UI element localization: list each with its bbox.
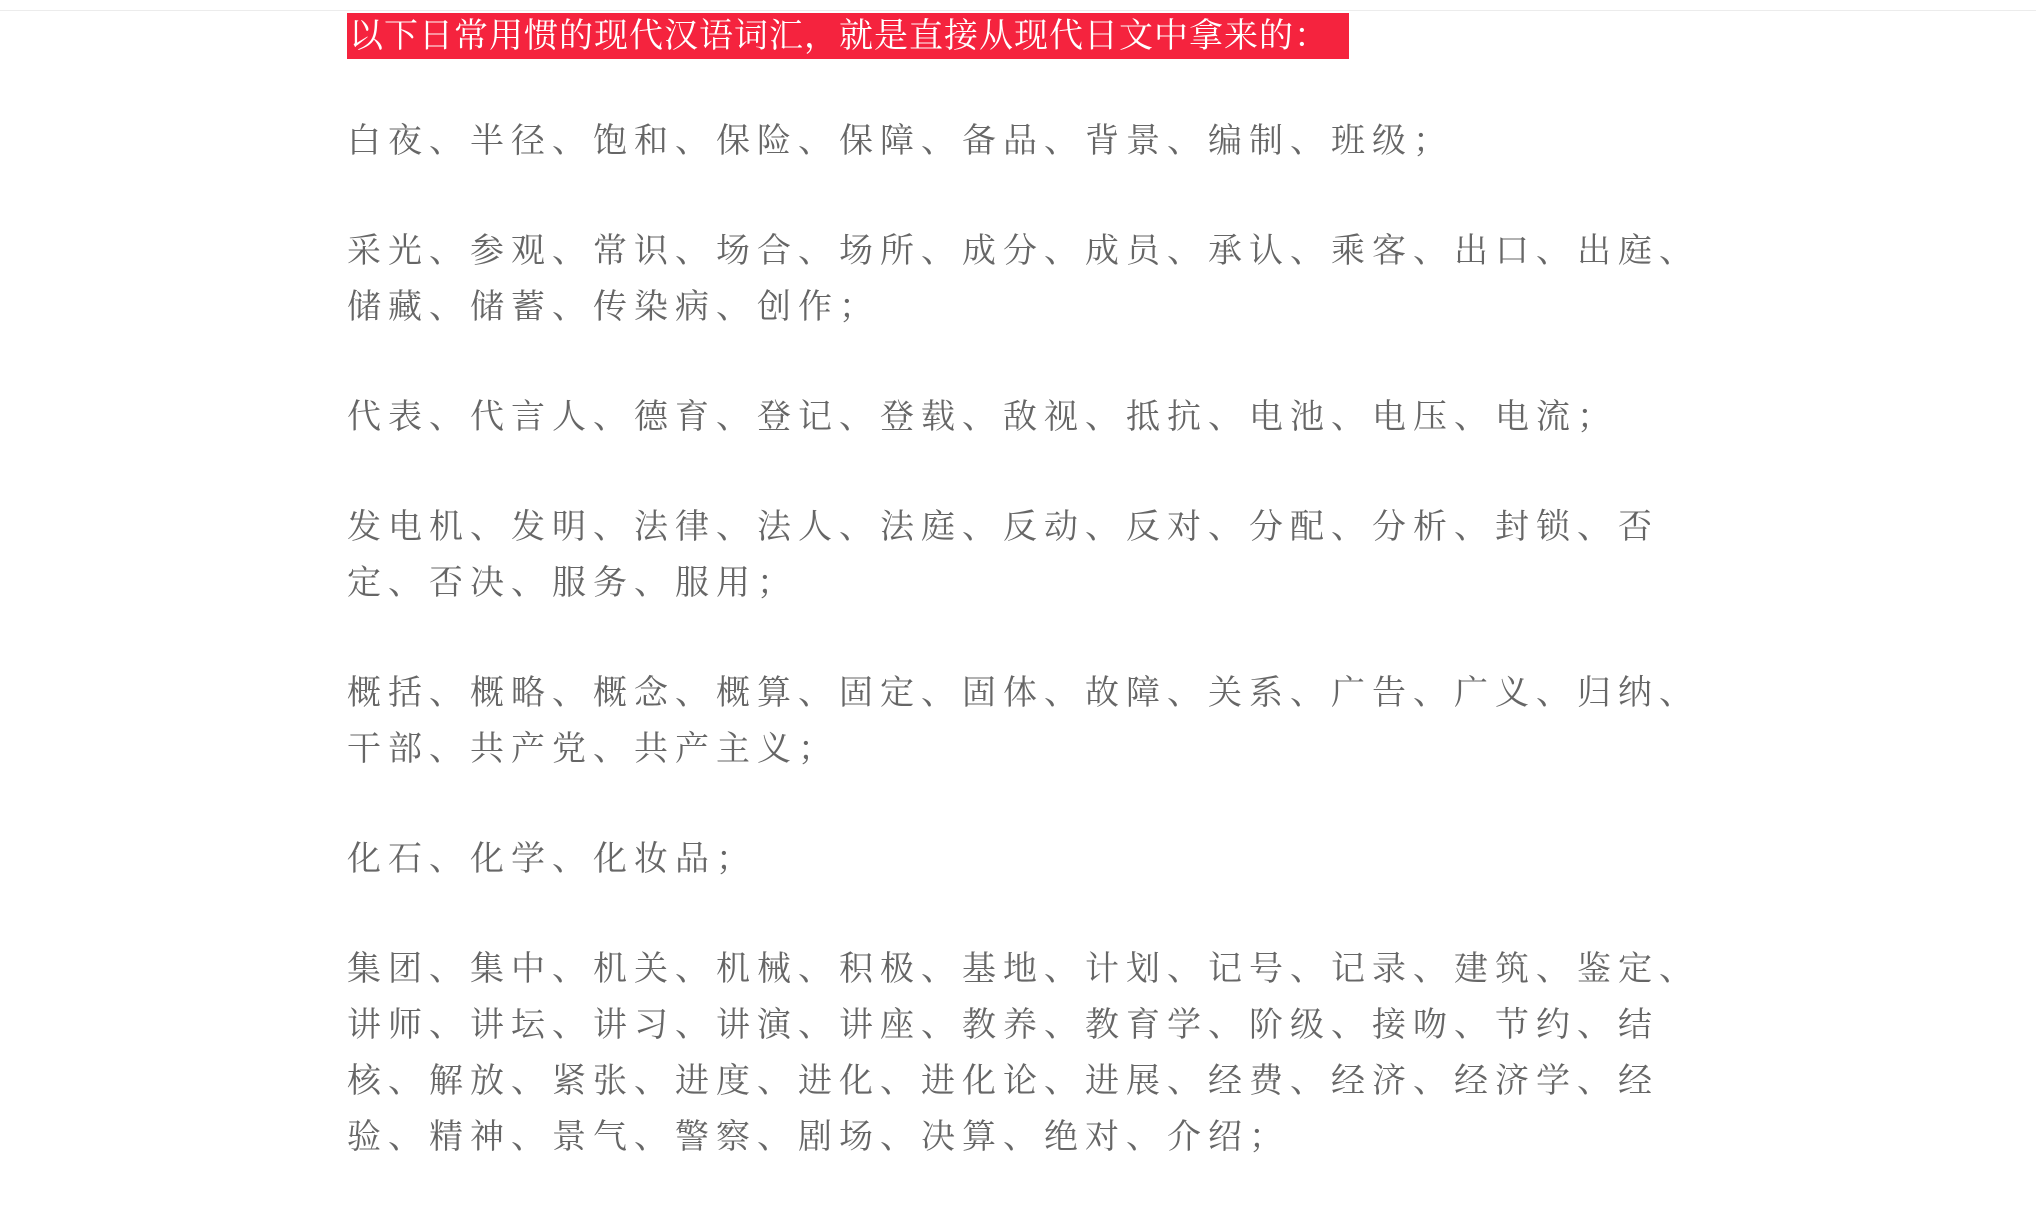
word-list-paragraph-5: 概括、概略、概念、概算、固定、固体、故障、关系、广告、广义、归纳、干部、共产党、共产主义； <box>347 673 1700 769</box>
highlighted-heading: 以下日常用惯的现代汉语词汇，就是直接从现代日文中拿来的： <box>347 13 1349 59</box>
word-list-paragraph-4: 发电机、发明、法律、法人、法庭、反动、反对、分配、分析、封锁、否定、否决、服务、服用； <box>347 507 1659 603</box>
word-list-paragraph-2: 采光、参观、常识、场合、场所、成分、成员、承认、乘客、出口、出庭、储藏、储蓄、传染病、创作； <box>347 231 1700 327</box>
article-body <box>347 13 1707 1165</box>
word-list-paragraph-1: 白夜、半径、饱和、保险、保障、备品、背景、编制、班级； <box>347 121 1454 161</box>
top-divider <box>0 0 2036 11</box>
word-list-paragraph-3: 代表、代言人、德育、登记、登载、敌视、抵抗、电池、电压、电流； <box>347 397 1618 437</box>
word-list-paragraph-6: 化石、化学、化妆品； <box>347 839 757 879</box>
word-list-paragraph-7: 集团、集中、机关、机械、积极、基地、计划、记号、记录、建筑、鉴定、讲师、讲坛、讲习、讲演、讲座、教养、教育学、阶级、接吻、节约、结核、解放、紧张、进度、进化、进化论、进展、经费、经济、经济学、经验、精神、景气、警察、剧场、决算、绝对、介绍； <box>347 949 1700 1157</box>
